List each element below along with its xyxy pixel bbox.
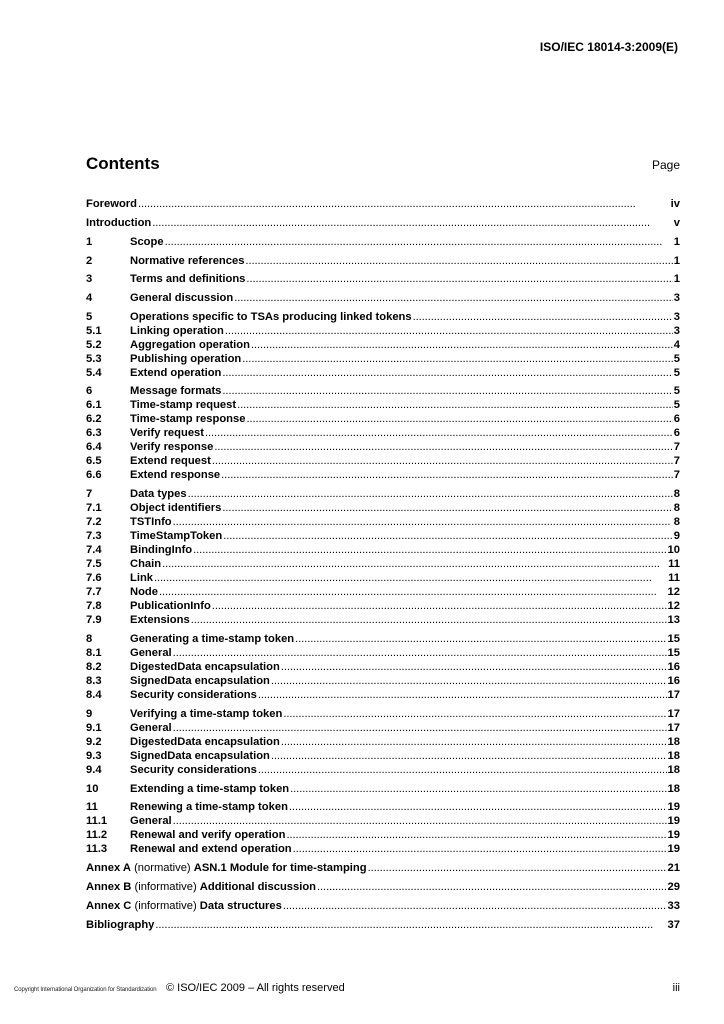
- toc-entry-page: 17: [667, 689, 680, 701]
- toc-dot-leader: [295, 632, 666, 646]
- toc-entry[interactable]: [86, 543, 680, 557]
- toc-dot-leader: [317, 880, 667, 894]
- toc-entry-title: Bibliography: [86, 919, 155, 931]
- toc-dot-leader: [283, 899, 667, 913]
- toc-entry-qualifier: (informative): [131, 900, 200, 912]
- footer-page-number: iii: [672, 982, 680, 994]
- toc-entry-qualifier: (normative): [130, 862, 194, 874]
- toc-entry-number: 6.6: [86, 469, 102, 481]
- toc-entry-number: 7.7: [86, 586, 102, 598]
- toc-entry-page: 10: [667, 544, 680, 556]
- toc-entry-title: Generating a time-stamp token: [130, 633, 295, 645]
- toc-entry-page: 9: [673, 530, 680, 542]
- toc-entry-title: Extensions: [130, 614, 190, 626]
- toc-entry-page: 12: [667, 586, 680, 598]
- toc-entry[interactable]: [86, 613, 680, 627]
- toc-entry-number: 2: [86, 255, 93, 267]
- toc-entry[interactable]: [86, 688, 680, 702]
- toc-dot-leader: [286, 828, 666, 842]
- toc-entry-page: v: [673, 217, 680, 229]
- toc-entry[interactable]: [86, 235, 680, 249]
- toc-entry-title: Renewal and verify operation: [130, 829, 286, 841]
- toc-entry[interactable]: [86, 861, 680, 875]
- toc-entry-number: 5.1: [86, 325, 102, 337]
- toc-dot-leader: [237, 398, 673, 412]
- toc-entry-number: 6.3: [86, 427, 102, 439]
- toc-entry-page: 1: [673, 236, 680, 248]
- toc-dot-leader: [246, 272, 672, 286]
- toc-dot-leader: [258, 688, 667, 702]
- toc-dot-leader: [221, 468, 673, 482]
- toc-entry[interactable]: [86, 338, 680, 352]
- toc-entry-number: 7.2: [86, 516, 102, 528]
- toc-entry-page: 3: [673, 311, 680, 323]
- toc-entry-page: 7: [673, 441, 680, 453]
- toc-entry[interactable]: [86, 571, 680, 585]
- toc-dot-leader: [173, 721, 667, 735]
- toc-dot-leader: [234, 291, 673, 305]
- toc-entry[interactable]: [86, 632, 680, 646]
- toc-entry-title: TimeStampToken: [130, 530, 223, 542]
- toc-entry[interactable]: [86, 291, 680, 305]
- toc-entry-subtitle: ASN.1 Module for time-stamping: [193, 862, 367, 874]
- toc-entry-title: Operations specific to TSAs producing linked tokens: [130, 311, 412, 323]
- toc-entry[interactable]: [86, 646, 680, 660]
- toc-entry-title: Extend operation: [130, 367, 222, 379]
- toc-entry-number: 7.3: [86, 530, 102, 542]
- toc-entry-title: Renewal and extend operation: [130, 843, 292, 855]
- toc-entry-page: 18: [667, 750, 680, 762]
- toc-entry-number: 8.3: [86, 675, 102, 687]
- page-column-label: Page: [651, 158, 680, 172]
- toc-entry-number: 9.2: [86, 736, 102, 748]
- toc-entry[interactable]: [86, 918, 680, 932]
- toc-entry[interactable]: [86, 440, 680, 454]
- toc-dot-leader: [212, 599, 667, 613]
- toc-dot-leader: [173, 646, 667, 660]
- toc-entry-title: Verify request: [130, 427, 204, 439]
- toc-entry[interactable]: [86, 529, 680, 543]
- toc-entry-number: 9.1: [86, 722, 102, 734]
- toc-dot-leader: [293, 842, 667, 856]
- toc-entry-page: 18: [667, 764, 680, 776]
- contents-title: Contents: [86, 154, 160, 173]
- toc-entry-title: TSTInfo: [130, 516, 172, 528]
- toc-entry[interactable]: [86, 721, 680, 735]
- toc-entry-title: Introduction: [86, 217, 152, 229]
- toc-entry-title: General: [130, 722, 172, 734]
- toc-entry-page: 29: [667, 881, 680, 893]
- toc-entry-page: 7: [673, 455, 680, 467]
- toc-entry-title: Message formats: [130, 385, 222, 397]
- toc-entry-number: 8.1: [86, 647, 102, 659]
- toc-entry-title: Security considerations: [130, 764, 257, 776]
- toc-entry-title: Renewing a time-stamp token: [130, 801, 288, 813]
- toc-dot-leader: [205, 426, 673, 440]
- toc-entry-number: 5.4: [86, 367, 102, 379]
- toc-dot-leader: [173, 515, 673, 529]
- toc-dot-leader: [258, 763, 667, 777]
- toc-dot-leader: [222, 384, 672, 398]
- toc-entry-number: 6.4: [86, 441, 102, 453]
- toc-entry-number: 7.4: [86, 544, 102, 556]
- toc-entry[interactable]: [86, 324, 680, 338]
- toc-entry-qualifier: (informative): [131, 881, 200, 893]
- toc-entry-page: 5: [673, 367, 680, 379]
- toc-entry-title: Publishing operation: [130, 353, 242, 365]
- toc-entry-number: 9: [86, 708, 93, 720]
- toc-entry-page: 13: [667, 614, 680, 626]
- toc-entry[interactable]: [86, 384, 680, 398]
- toc-entry-page: 8: [673, 516, 680, 528]
- toc-dot-leader: [162, 557, 667, 571]
- toc-dot-leader: [245, 254, 672, 268]
- toc-entry[interactable]: [86, 272, 680, 286]
- toc-entry-page: 6: [673, 413, 680, 425]
- toc-dot-leader: [222, 366, 672, 380]
- toc-entry-number: 6.2: [86, 413, 102, 425]
- toc-dot-leader: [271, 749, 667, 763]
- toc-dot-leader: [271, 674, 667, 688]
- toc-dot-leader: [225, 324, 673, 338]
- toc-entry-title: Security considerations: [130, 689, 257, 701]
- toc-entry[interactable]: [86, 454, 680, 468]
- toc-dot-leader: [283, 707, 666, 721]
- toc-entry-title: Verify response: [130, 441, 214, 453]
- toc-dot-leader: [281, 735, 667, 749]
- toc-entry-page: 21: [667, 862, 680, 874]
- toc-entry-page: 18: [667, 783, 680, 795]
- toc-entry-page: 5: [673, 399, 680, 411]
- toc-entry-page: 8: [673, 488, 680, 500]
- toc-entry[interactable]: [86, 585, 680, 599]
- toc-entry[interactable]: [86, 468, 680, 482]
- toc-entry-page: 19: [667, 843, 680, 855]
- toc-entry-title: Chain: [130, 558, 162, 570]
- toc-entry-title: BindingInfo: [130, 544, 193, 556]
- toc-entry-number: 11.2: [86, 829, 108, 841]
- toc-dot-leader: [251, 338, 673, 352]
- toc-entry-page: 4: [673, 339, 680, 351]
- toc-entry-number: 1: [86, 236, 93, 248]
- toc-entry[interactable]: [86, 749, 680, 763]
- toc-entry-title: PublicationInfo: [130, 600, 211, 612]
- toc-entry-title: DigestedData encapsulation: [130, 736, 280, 748]
- toc-entry-subtitle: Data structures: [199, 900, 282, 912]
- toc-dot-leader: [159, 585, 667, 599]
- toc-entry-number: 6.1: [86, 399, 102, 411]
- toc-entry-title: Verifying a time-stamp token: [130, 708, 283, 720]
- toc-entry-page: 12: [667, 600, 680, 612]
- toc-entry-title: Extend response: [130, 469, 221, 481]
- toc-entry-title: Time-stamp request: [130, 399, 237, 411]
- toc-entry-page: 16: [667, 661, 680, 673]
- toc-dot-leader: [152, 216, 673, 230]
- toc-entry-number: 5: [86, 311, 93, 323]
- toc-entry[interactable]: [86, 660, 680, 674]
- toc-entry-number: 10: [86, 783, 99, 795]
- toc-dot-leader: [246, 412, 672, 426]
- toc-entry[interactable]: [86, 763, 680, 777]
- toc-dot-leader: [155, 918, 666, 932]
- toc-entry-number: 6.5: [86, 455, 102, 467]
- toc-entry-number: 11: [86, 801, 98, 813]
- toc-entry-title: Foreword: [86, 198, 137, 210]
- toc-entry-title: Object identifiers: [130, 502, 222, 514]
- toc-entry-page: 3: [673, 325, 680, 337]
- toc-entry-number: 3: [86, 273, 93, 285]
- toc-dot-leader: [193, 543, 666, 557]
- toc-entry-page: 18: [667, 736, 680, 748]
- toc-entry-page: 5: [673, 385, 680, 397]
- toc-entry-page: 5: [673, 353, 680, 365]
- toc-dot-leader: [413, 310, 673, 324]
- toc-entry-title: Annex C (informative) Data structures: [86, 900, 282, 912]
- toc-entry-title: Annex B (informative) Additional discussion: [86, 881, 317, 893]
- toc-entry[interactable]: [86, 880, 680, 894]
- toc-entry[interactable]: [86, 310, 680, 324]
- toc-entry-number: 6: [86, 385, 93, 397]
- toc-entry-number: 8: [86, 633, 93, 645]
- toc-entry-page: 3: [673, 292, 680, 304]
- toc-entry-page: 19: [667, 829, 680, 841]
- toc-entry-title: Normative references: [130, 255, 245, 267]
- toc-dot-leader: [222, 501, 672, 515]
- toc-entry[interactable]: [86, 197, 680, 211]
- toc-entry[interactable]: [86, 515, 680, 529]
- toc-entry-title: Data types: [130, 488, 187, 500]
- toc-dot-leader: [165, 235, 673, 249]
- toc-entry[interactable]: [86, 814, 680, 828]
- toc-entry[interactable]: [86, 412, 680, 426]
- toc-entry-page: 11: [668, 558, 680, 570]
- toc-entry[interactable]: [86, 426, 680, 440]
- toc-dot-leader: [223, 529, 673, 543]
- toc-dot-leader: [188, 487, 673, 501]
- toc-entry-title: Terms and definitions: [130, 273, 246, 285]
- toc-entry-title: Annex A (normative) ASN.1 Module for time-stamping: [86, 862, 367, 874]
- toc-dot-leader: [214, 440, 672, 454]
- header-standard-id: ISO/IEC 18014-3:2009(E): [539, 40, 678, 54]
- toc-entry[interactable]: [86, 899, 680, 913]
- toc-entry[interactable]: [86, 828, 680, 842]
- toc-entry[interactable]: [86, 398, 680, 412]
- toc-entry-page: 6: [673, 427, 680, 439]
- toc-entry-page: 37: [667, 919, 680, 931]
- toc-dot-leader: [289, 800, 667, 814]
- toc-entry-number: 9.4: [86, 764, 102, 776]
- toc-entry-subtitle: Additional discussion: [199, 881, 317, 893]
- toc-entry-number: 9.3: [86, 750, 102, 762]
- toc-entry[interactable]: [86, 707, 680, 721]
- toc-entry[interactable]: [86, 782, 680, 796]
- toc-entry-title: Scope: [130, 236, 164, 248]
- footer-small-print: Copyright International Organization for Standardization: [14, 987, 157, 993]
- toc-entry-page: 17: [667, 708, 680, 720]
- toc-dot-leader: [154, 571, 667, 585]
- toc-entry-title: DigestedData encapsulation: [130, 661, 280, 673]
- toc-entry[interactable]: [86, 842, 680, 856]
- toc-entry-number: 7.1: [86, 502, 102, 514]
- toc-entry-number: 7.9: [86, 614, 102, 626]
- toc-entry-title: General discussion: [130, 292, 234, 304]
- footer-copyright: © ISO/IEC 2009 – All rights reserved: [166, 982, 345, 994]
- toc-entry-page: 8: [673, 502, 680, 514]
- toc-entry-number: 5.2: [86, 339, 102, 351]
- toc-entry-page: 11: [668, 572, 680, 584]
- toc-entry-page: 1: [673, 273, 680, 285]
- toc-entry[interactable]: [86, 735, 680, 749]
- toc-entry-number: 7.5: [86, 558, 102, 570]
- toc-entry[interactable]: [86, 487, 680, 501]
- toc-entry[interactable]: [86, 366, 680, 380]
- toc-entry-number: 7.6: [86, 572, 102, 584]
- toc-entry-title: Linking operation: [130, 325, 224, 337]
- toc-entry-page: 19: [667, 815, 680, 827]
- toc-entry-number: 8.2: [86, 661, 102, 673]
- toc-entry-number: 5.3: [86, 353, 102, 365]
- toc-dot-leader: [281, 660, 667, 674]
- toc-dot-leader: [368, 861, 667, 875]
- toc-entry-title: Time-stamp response: [130, 413, 246, 425]
- toc-entry-number: 8.4: [86, 689, 102, 701]
- toc-entry-title: Link: [130, 572, 153, 584]
- toc-entry-page: 17: [667, 722, 680, 734]
- toc-entry-title: Aggregation operation: [130, 339, 250, 351]
- toc-entry-title: SignedData encapsulation: [130, 750, 270, 762]
- toc-entry-number: 7: [86, 488, 93, 500]
- toc-entry-page: 19: [667, 801, 680, 813]
- toc-entry[interactable]: [86, 800, 680, 814]
- toc-entry-title: Node: [130, 586, 158, 598]
- toc-entry-page: 1: [673, 255, 680, 267]
- toc-entry-title: General: [130, 815, 172, 827]
- toc-dot-leader: [212, 454, 673, 468]
- toc-entry-page: 16: [667, 675, 680, 687]
- toc-entry-page: 7: [673, 469, 680, 481]
- toc-entry-page: 15: [667, 647, 680, 659]
- toc-entry-title: Extend request: [130, 455, 211, 467]
- toc-dot-leader: [138, 197, 670, 211]
- toc-entry-page: 15: [667, 633, 680, 645]
- toc-dot-leader: [290, 782, 666, 796]
- toc-entry-page: 33: [667, 900, 680, 912]
- toc-entry[interactable]: [86, 352, 680, 366]
- toc-entry[interactable]: [86, 674, 680, 688]
- toc-entry[interactable]: [86, 216, 680, 230]
- toc-dot-leader: [242, 352, 673, 366]
- toc-entry-number: 11.3: [86, 843, 108, 855]
- toc-entry-number: 11.1: [86, 815, 108, 827]
- toc-entry-title: SignedData encapsulation: [130, 675, 270, 687]
- toc-entry-number: 4: [86, 292, 93, 304]
- toc-entry-title: Extending a time-stamp token: [130, 783, 290, 795]
- toc-entry-title: General: [130, 647, 172, 659]
- toc-entry[interactable]: [86, 501, 680, 515]
- toc-entry[interactable]: [86, 557, 680, 571]
- toc-entry-number: 7.8: [86, 600, 102, 612]
- toc-entry[interactable]: [86, 254, 680, 268]
- toc-entry-page: iv: [670, 198, 680, 210]
- toc-entry[interactable]: [86, 599, 680, 613]
- toc-dot-leader: [191, 613, 667, 627]
- toc-dot-leader: [173, 814, 667, 828]
